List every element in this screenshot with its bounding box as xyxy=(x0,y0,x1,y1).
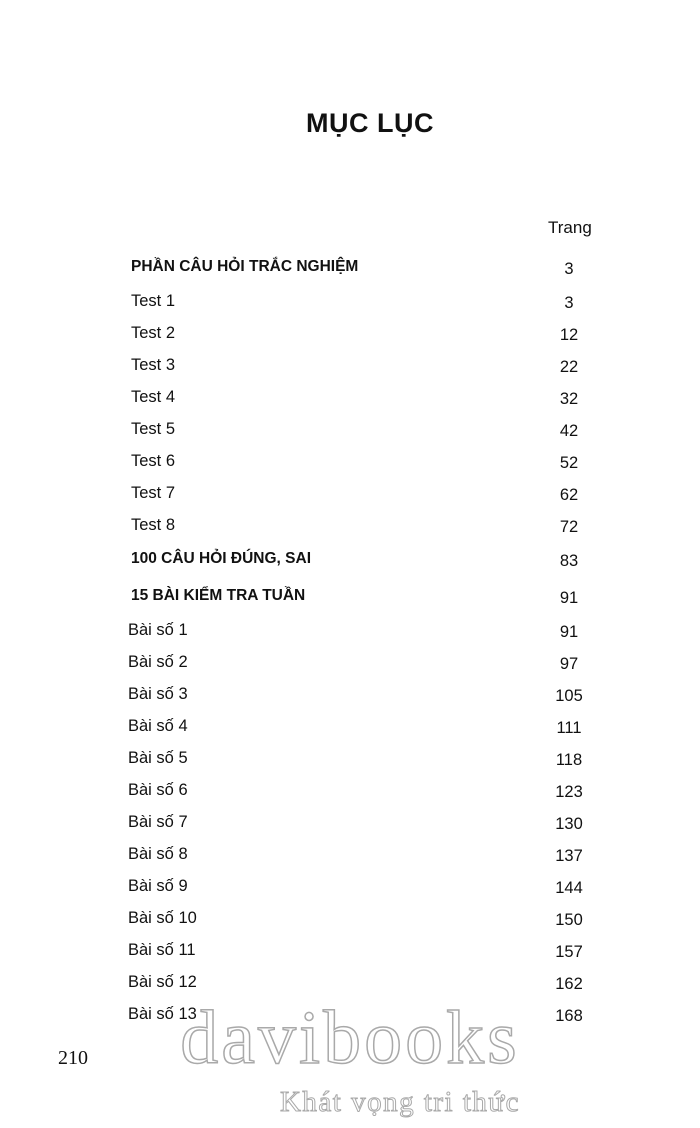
toc-entry xyxy=(0,356,700,380)
toc-entry xyxy=(0,621,700,645)
toc-entry-page: 12 xyxy=(559,326,579,344)
toc-entry-label: Bài số 11 xyxy=(128,941,196,959)
toc-entry-page: 123 xyxy=(555,783,583,801)
toc-entry-page: 97 xyxy=(559,655,579,673)
toc-entry-page: 137 xyxy=(555,847,583,865)
page-number: 210 xyxy=(58,1047,88,1069)
toc-entry xyxy=(0,685,700,709)
toc-entry-label: Test 3 xyxy=(131,356,176,374)
toc-entry-page: 150 xyxy=(555,911,583,929)
toc-entry-label: Bài số 9 xyxy=(128,877,188,895)
toc-entry-page: 118 xyxy=(555,751,583,769)
toc-entry xyxy=(0,516,700,540)
toc-entry-label: Test 5 xyxy=(131,420,176,438)
toc-entry xyxy=(0,941,700,965)
toc-entry xyxy=(0,973,700,997)
toc-entry xyxy=(0,388,700,412)
toc-entry-page: 32 xyxy=(559,390,579,408)
toc-entry-page: 42 xyxy=(559,422,579,440)
toc-entry-page: 52 xyxy=(559,454,579,472)
toc-entry-label: Bài số 10 xyxy=(128,909,197,927)
watermark-logo: davibooks xyxy=(180,996,520,1080)
toc-entry-label: Bài số 2 xyxy=(128,653,188,671)
toc-entry-page: 62 xyxy=(559,486,579,504)
toc-entry-label: Test 8 xyxy=(131,516,176,534)
toc-entry-page: 168 xyxy=(555,1007,583,1025)
toc-entry-label: Test 2 xyxy=(131,324,176,342)
toc-entry-page: 91 xyxy=(559,589,579,607)
toc-entry-page: 111 xyxy=(556,719,582,737)
toc-entry xyxy=(0,420,700,444)
toc-entry xyxy=(0,653,700,677)
toc-entry-label: 100 CÂU HỎI ĐÚNG, SAI xyxy=(131,550,312,567)
toc-entry-label: PHẦN CÂU HỎI TRẮC NGHIỆM xyxy=(131,258,359,275)
toc-entry-label: Bài số 12 xyxy=(128,973,197,991)
toc-entry xyxy=(0,781,700,805)
toc-entry xyxy=(0,452,700,476)
toc-entry-label: Test 1 xyxy=(131,292,176,310)
toc-entry-page: 72 xyxy=(559,518,579,536)
toc-entry-label: Test 7 xyxy=(131,484,176,502)
toc-entry xyxy=(0,813,700,837)
toc-entry-label: Test 4 xyxy=(131,388,176,406)
toc-entry xyxy=(0,587,700,611)
toc-entry xyxy=(0,484,700,508)
toc-entry-page: 3 xyxy=(564,260,574,278)
toc-entry-label: Test 6 xyxy=(131,452,176,470)
toc-entry-page: 83 xyxy=(559,552,579,570)
toc-entry-label: Bài số 1 xyxy=(128,621,188,639)
toc-entry-page: 22 xyxy=(559,358,579,376)
page-column-label: Trang xyxy=(548,218,592,237)
toc-entry-page: 91 xyxy=(559,623,579,641)
toc-entry xyxy=(0,258,700,282)
toc-entry xyxy=(0,749,700,773)
toc-entry-page: 157 xyxy=(555,943,583,961)
watermark-tagline: Khát vọng tri thức xyxy=(279,1086,521,1118)
toc-entry-label: Bài số 7 xyxy=(128,813,188,831)
toc-entry-label: 15 BÀI KIỂM TRA TUẦN xyxy=(131,587,306,604)
toc-entry xyxy=(0,845,700,869)
toc-entry xyxy=(0,717,700,741)
toc-entry-page: 144 xyxy=(555,879,583,897)
toc-entry-page: 3 xyxy=(564,294,574,312)
toc-entry-label: Bài số 8 xyxy=(128,845,188,863)
toc-entry-label: Bài số 4 xyxy=(128,717,188,735)
toc-entry-page: 130 xyxy=(555,815,583,833)
toc-entry xyxy=(0,909,700,933)
toc-entry-page: 162 xyxy=(555,975,583,993)
toc-entry xyxy=(0,324,700,348)
toc-entry-label: Bài số 5 xyxy=(128,749,188,767)
toc-title: MỤC LỤC xyxy=(306,108,434,138)
toc-entry-label: Bài số 6 xyxy=(128,781,188,799)
toc-entry-label: Bài số 3 xyxy=(128,685,188,703)
toc-entry xyxy=(0,292,700,316)
toc-entry xyxy=(0,877,700,901)
toc-entry-page: 105 xyxy=(555,687,583,705)
toc-entry-label: Bài số 13 xyxy=(128,1005,197,1023)
toc-entry xyxy=(0,550,700,574)
